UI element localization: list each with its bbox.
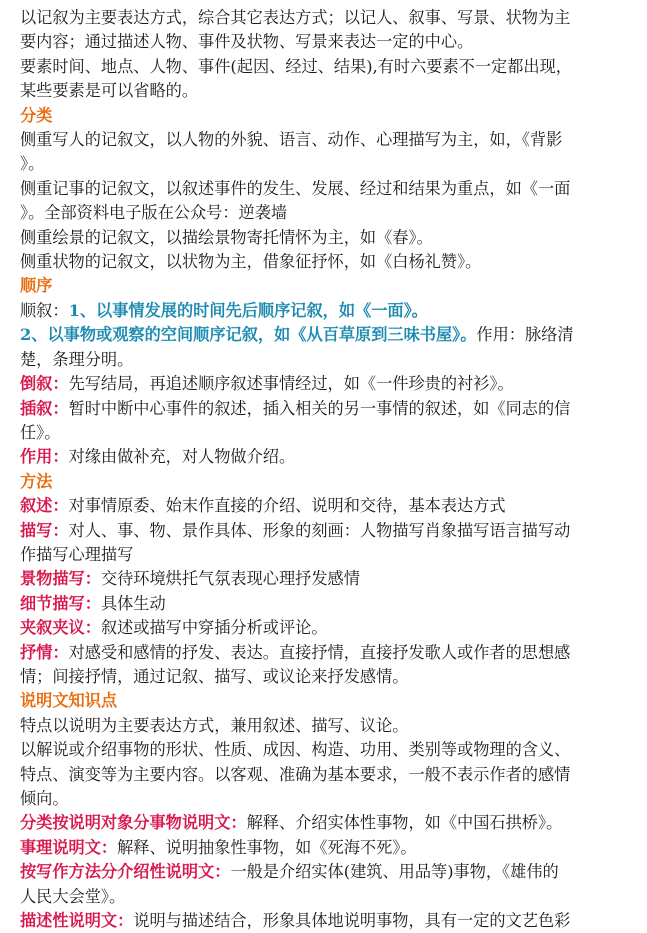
- term-label: 叙述：: [20, 496, 69, 516]
- text-line: 任》。: [20, 422, 61, 442]
- body-text: 叙述或描写中穿插分析或评论。: [100, 618, 328, 638]
- body-text: 作用：脉络清: [476, 325, 574, 345]
- body-text: 对事情原委、始末作直接的介绍、说明和交待，基本表达方式: [68, 496, 506, 516]
- term-label: 描写：: [20, 520, 69, 540]
- text-line: 》。全部资料电子版在公众号：逆袭墙: [20, 203, 288, 223]
- section-heading-shuoming: 说明文知识点: [20, 691, 118, 711]
- body-text: 解释、说明抽象性事物，如《死海不死》。: [117, 837, 417, 857]
- text-line: 特点以说明为主要表达方式，兼用叙述、描写、议论。: [20, 715, 409, 735]
- highlight-text: 2、以事物或观察的空间顺序记叙，如《从百草原到三味书屋》。: [20, 325, 477, 345]
- term-label: 事理说明文：: [20, 837, 118, 857]
- term-label: 细节描写：: [20, 593, 101, 613]
- text-line: [20, 567, 637, 591]
- text-line: 楚，条理分明。: [20, 349, 134, 369]
- text-line: [20, 836, 637, 860]
- body-text: 对缘由做补充，对人物做介绍。: [68, 447, 296, 467]
- text-line: 人民大会堂》。: [20, 886, 126, 906]
- text-line: 要内容；通过描述人物、事件及状物、写景来表达一定的中心。: [20, 32, 474, 52]
- text-line: 要素时间、地点、人物、事件(起因、经过、结果),有时六要素不一定都出现，: [20, 56, 572, 76]
- text-line: [20, 299, 637, 323]
- section-heading-fangfa: 方法: [20, 471, 53, 491]
- text-line: 侧重状物的记叙文，以状物为主，借象征抒怀，如《白杨礼赞》。: [20, 252, 482, 272]
- text-line: 以解说或介绍事物的形状、性质、成因、构造、功用、类别等或物理的含义、: [20, 740, 571, 760]
- term-label: 插叙：: [20, 398, 69, 418]
- section-heading-shunxu: 顺序: [20, 276, 53, 296]
- text-line: [20, 811, 637, 835]
- text-line: [20, 860, 637, 884]
- text-line: 侧重写人的记叙文，以人物的外貌、语言、动作、心理描写为主，如，《背影: [20, 130, 563, 150]
- text-line: 以记叙为主要表达方式，综合其它表达方式；以记人、叙事、写景、状物为主: [20, 8, 571, 27]
- text-line: 侧重绘景的记叙文，以描绘景物寄托情怀为主，如《春》。: [20, 227, 433, 247]
- text-line: [20, 397, 637, 421]
- text-line: [20, 641, 637, 665]
- text-line: [20, 494, 637, 518]
- term-label: 分类按说明对象分事物说明文：: [20, 813, 247, 833]
- text-line: 作描写心理描写: [20, 544, 134, 564]
- highlight-text: 1、以事情发展的时间先后顺序记叙，如《一面》。: [68, 300, 428, 320]
- text-line: [20, 519, 637, 543]
- term-label: 景物描写：: [20, 569, 101, 589]
- term-label: 夹叙夹议：: [20, 618, 101, 638]
- text-line: [20, 323, 637, 347]
- text-line: 倾向。: [20, 789, 69, 808]
- body-text: 对感受和感情的抒发、表达。直接抒情，直接抒发歌人或作者的思想感: [68, 642, 571, 662]
- text-line: 某些要素是可以省略的。: [20, 81, 199, 101]
- term-label: 描述性说明文：: [20, 911, 134, 931]
- body-text: 先写结局，再追述顺序叙述事情经过，如《一件珍贵的衬衫》。: [68, 374, 514, 394]
- term-label: 顺叙：: [20, 300, 69, 320]
- text-line: [20, 909, 637, 933]
- text-line: [20, 592, 637, 616]
- term-label: 按写作方法分介绍性说明文：: [20, 862, 231, 882]
- body-text: 具体生动: [100, 593, 166, 613]
- body-text: 一般是介绍实体(建筑、用品等)事物，《雄伟的: [230, 862, 559, 882]
- body-text: 解释、介绍实体性事物，如《中国石拱桥》。: [246, 813, 563, 833]
- term-label: 倒叙：: [20, 374, 69, 394]
- text-line: 情；间接抒情，通过记叙、描写、或议论来抒发感情。: [20, 666, 409, 686]
- term-label: 作用：: [20, 447, 69, 467]
- text-line: 》。: [20, 154, 45, 174]
- body-text: 交待环境烘托气氛表现心理抒发感情: [100, 569, 360, 589]
- body-text: 说明与描述结合，形象具体地说明事物，具有一定的文艺色彩: [133, 911, 571, 931]
- term-label: 抒情：: [20, 642, 69, 662]
- body-text: 暂时中断中心事件的叙述，插入相关的另一事情的叙述，如《同志的信: [68, 398, 571, 418]
- text-line: 特点、演变等为主要内容。以客观、准确为基本要求，一般不表示作者的感情: [20, 764, 571, 784]
- text-line: 侧重记事的记叙文，以叙述事件的发生、发展、经过和结果为重点，如《一面: [20, 178, 571, 198]
- body-text: 对人、事、物、景作具体、形象的刻画：人物描写肖象描写语言描写动: [68, 520, 571, 540]
- text-line: [20, 372, 637, 396]
- text-line: [20, 445, 637, 469]
- text-line: [20, 616, 637, 640]
- section-heading-fenlei: 分类: [20, 105, 53, 125]
